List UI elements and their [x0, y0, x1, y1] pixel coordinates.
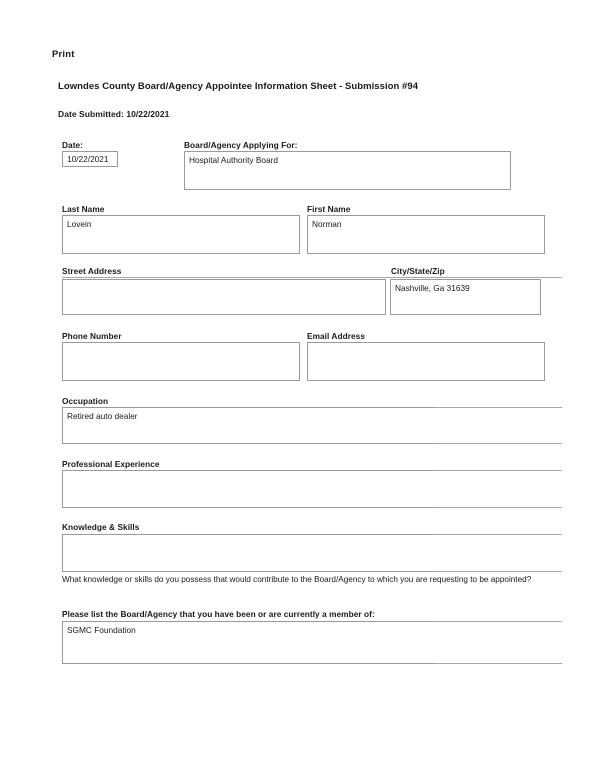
phone-number-input[interactable] [62, 342, 300, 381]
street-address-top-rule [62, 277, 562, 278]
board-agency-applying-for-label: Board/Agency Applying For: [184, 140, 298, 150]
street-address-input[interactable] [62, 279, 386, 315]
board-membership-input[interactable]: SGMC Foundation [62, 621, 435, 664]
first-name-input[interactable]: Norman [307, 215, 545, 254]
professional-experience-label: Professional Experience [62, 459, 160, 469]
knowledge-skills-helper-text: What knowledge or skills do you possess that would contribute to the Board/Agency to which you are requesting to be appointed? [62, 575, 532, 584]
date-input[interactable]: 10/22/2021 [62, 151, 118, 167]
email-address-input[interactable] [307, 342, 545, 381]
occupation-input[interactable]: Retired auto dealer [62, 407, 435, 444]
last-name-input[interactable]: Lovein [62, 215, 300, 254]
date-submitted-text: Date Submitted: 10/22/2021 [58, 109, 170, 119]
date-label: Date: [62, 140, 83, 150]
first-name-label: First Name [307, 204, 351, 214]
print-button[interactable]: Print [52, 49, 75, 60]
knowledge-skills-input[interactable] [62, 534, 435, 572]
professional-experience-input[interactable] [62, 470, 435, 508]
board-agency-applying-for-input[interactable]: Hospital Authority Board [184, 151, 511, 190]
knowledge-skills-label: Knowledge & Skills [62, 522, 140, 532]
page-title: Lowndes County Board/Agency Appointee Information Sheet - Submission #94 [58, 81, 419, 92]
last-name-label: Last Name [62, 204, 105, 214]
phone-number-label: Phone Number [62, 331, 122, 341]
board-membership-label: Please list the Board/Agency that you have been or are currently a member of: [62, 609, 375, 619]
street-address-label: Street Address [62, 266, 122, 276]
city-state-zip-input[interactable]: Nashville, Ga 31639 [390, 279, 541, 315]
email-address-label: Email Address [307, 331, 365, 341]
occupation-label: Occupation [62, 396, 109, 406]
city-state-zip-label: City/State/Zip [391, 266, 445, 276]
